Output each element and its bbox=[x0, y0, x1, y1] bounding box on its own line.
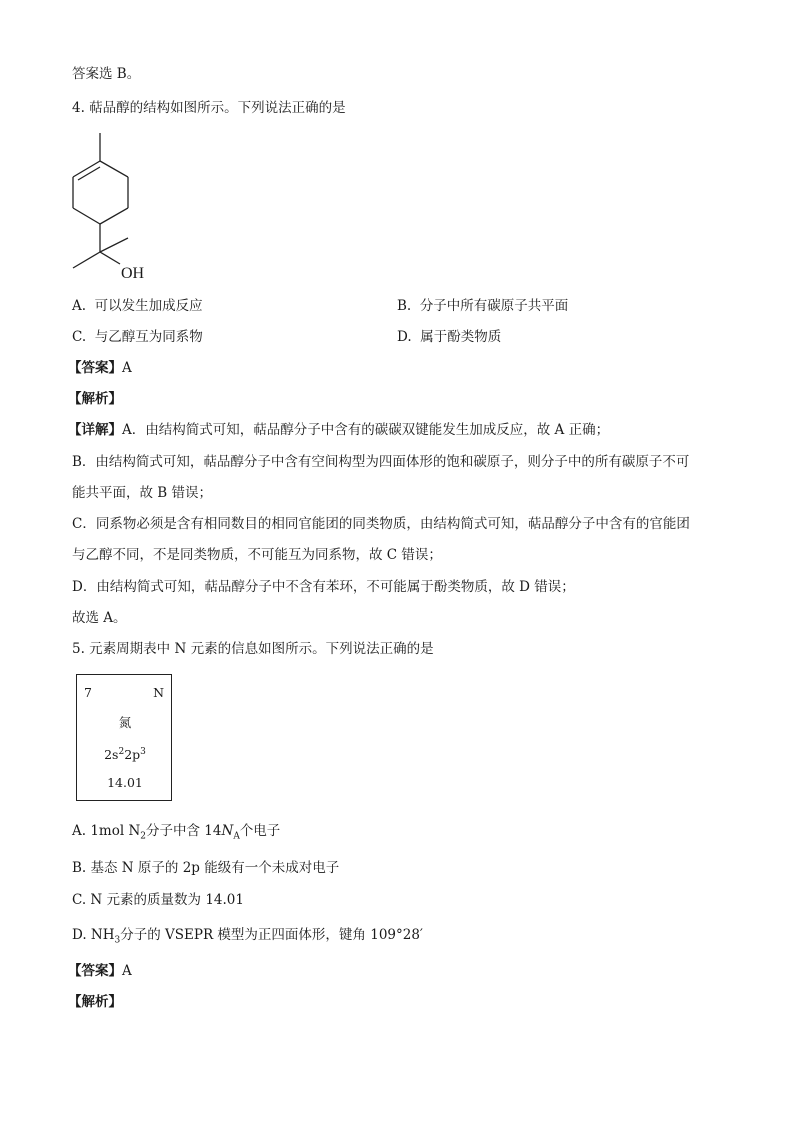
atomic-mass: 14.01 bbox=[107, 775, 143, 790]
q4-option-c: C. 与乙醇互为同系物 bbox=[72, 329, 203, 345]
q4-option-b: B. 分子中所有碳原子共平面 bbox=[397, 298, 569, 314]
q5-answer: 【答案】A bbox=[68, 963, 132, 979]
q4-option-d: D. 属于酚类物质 bbox=[397, 329, 502, 345]
q5-analysis-tag: 【解析】 bbox=[68, 994, 122, 1010]
q4-detail-line-5: 与乙醇不同，不是同类物质，不可能互为同系物，故 C 错误； bbox=[72, 547, 442, 563]
q5-option-c: C. N 元素的质量数为 14.01 bbox=[72, 892, 244, 908]
question-4-stem: 4. 萜品醇的结构如图所示。下列说法正确的是 bbox=[72, 100, 346, 116]
q4-detail-line-1: 【详解】A．由结构简式可知，萜品醇分子中含有的碳碳双键能发生加成反应，故 A 正确； bbox=[68, 422, 610, 438]
q4-answer: 【答案】A bbox=[68, 360, 132, 376]
q5-option-a: A. 1mol $N_2$分子中含 $14N_A$个电子 bbox=[72, 823, 281, 842]
electron-configuration: $2s^22p^3$ bbox=[104, 747, 146, 763]
q4-detail-line-3: 能共平面，故 B 错误； bbox=[72, 485, 213, 501]
atomic-number: 7 bbox=[84, 685, 92, 700]
hydroxyl-label: OH bbox=[121, 265, 145, 282]
question-5-stem: 5. 元素周期表中 N 元素的信息如图所示。下列说法正确的是 bbox=[72, 641, 434, 657]
q4-detail-line-2: B．由结构简式可知，萜品醇分子中含有空间构型为四面体形的饱和碳原子，则分子中的所有碳原子不可 bbox=[72, 454, 690, 470]
q4-detail-line-6: D．由结构简式可知，萜品醇分子中不含有苯环，不可能属于酚类物质，故 D 错误； bbox=[72, 579, 575, 595]
q4-analysis-tag: 【解析】 bbox=[68, 391, 122, 407]
q4-detail-line-4: C．同系物必须是含有相同数目的相同官能团的同类物质，由结构简式可知，萜品醇分子中含有的官能团 bbox=[72, 516, 690, 532]
q5-option-b: B. 基态 N 原子的 2p 能级有一个未成对电子 bbox=[72, 860, 340, 876]
element-name: 氮 bbox=[118, 715, 132, 730]
q4-conclusion: 故选 A。 bbox=[72, 610, 127, 626]
previous-answer: 答案选 B。 bbox=[72, 66, 141, 82]
element-card-nitrogen bbox=[76, 674, 172, 801]
q4-option-a: A. 可以发生加成反应 bbox=[72, 298, 203, 314]
terpineol-structure bbox=[64, 128, 164, 283]
element-symbol: N bbox=[153, 685, 164, 700]
q5-option-d: D. $NH_3$分子的 VSEPR 模型为正四面体形，键角 109°28′ bbox=[72, 927, 423, 946]
